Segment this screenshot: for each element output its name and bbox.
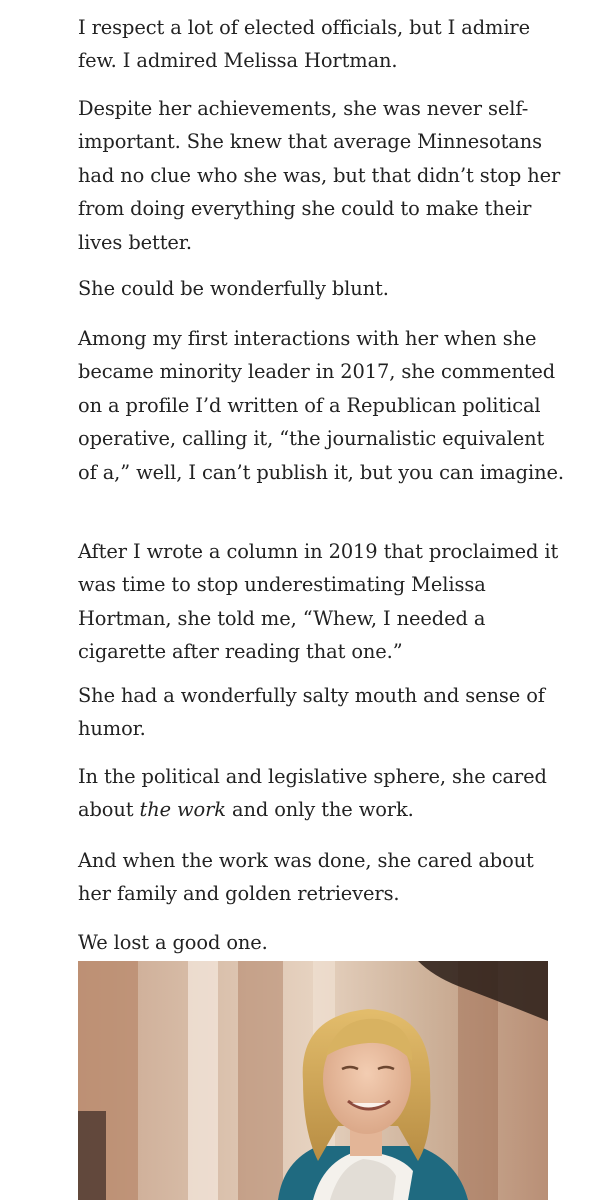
paragraph-9: We lost a good one. bbox=[78, 931, 268, 954]
paragraph-7 bbox=[78, 760, 568, 827]
paragraph-4: Among my first interactions with her when she became minority leader in 2017, she commented on a profile I’d written of a Republican political operative, calling it, “the journalistic equivalent of a,” well, I can’t publish it, but you can imagine. bbox=[78, 327, 564, 484]
paragraph-7-emphasis: the work bbox=[139, 798, 226, 822]
paragraph-8: And when the work was done, she cared about her family and golden retrievers. bbox=[78, 849, 534, 906]
article-photo bbox=[78, 961, 548, 1200]
paragraph-2: Despite her achievements, she was never self-important. She knew that average Minnesotans had no clue who she was, but that didn’t stop her from doing everything she could to make their lives better. bbox=[78, 97, 561, 254]
paragraph-6: She had a wonderfully salty mouth and sense of humor. bbox=[78, 684, 545, 741]
paragraph-5: After I wrote a column in 2019 that proclaimed it was time to stop underestimating Melissa Hortman, she told me, “Whew, I needed a cigarette after reading that one.” bbox=[78, 540, 559, 664]
paragraph-7-text-b: and only the work. bbox=[225, 798, 414, 822]
paragraph-1: I respect a lot of elected officials, but I admire few. I admired Melissa Hortman. bbox=[78, 16, 530, 73]
portrait-illustration bbox=[78, 961, 548, 1200]
paragraph-3: She could be wonderfully blunt. bbox=[78, 277, 389, 300]
paragraph-7-text-a: In the political and legislative sphere, she cared about bbox=[78, 765, 547, 822]
